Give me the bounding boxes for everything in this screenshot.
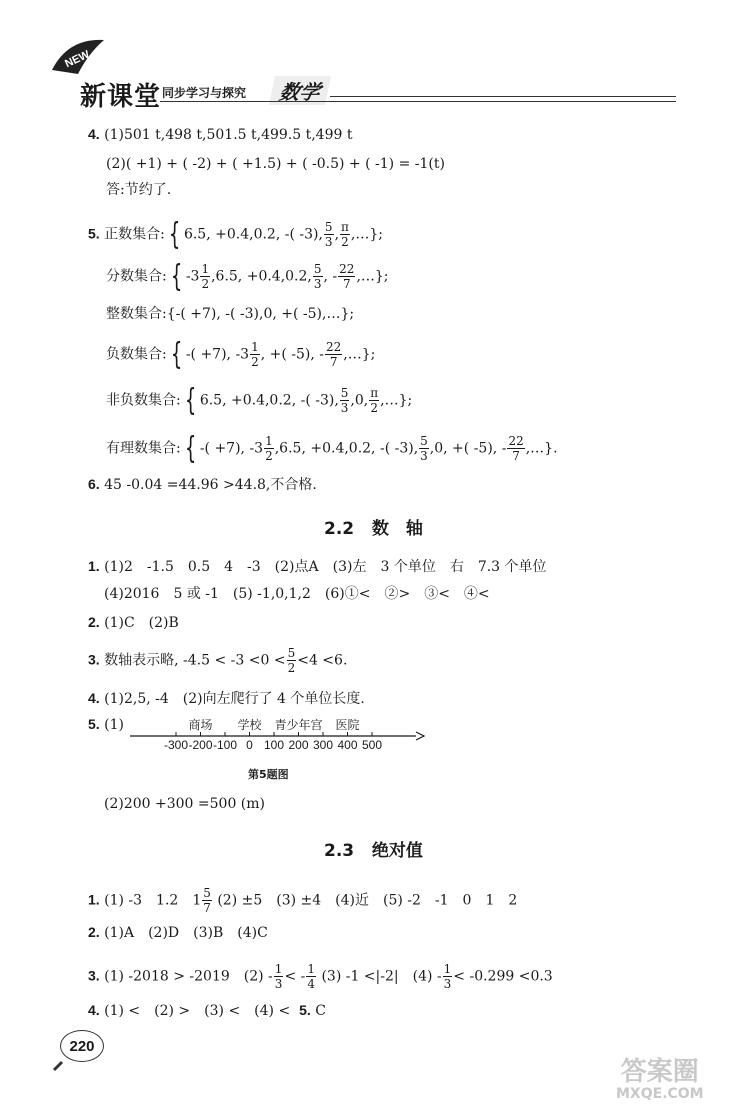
s3-q2: 2. (1)A (2)D (3)B (4)C	[88, 924, 268, 941]
header-rule-2	[330, 96, 676, 97]
set-nonnegative: 非负数集合: { 6.5, +0.4,0.2, -( -3), $\frac{5}{3}$ ,0, $\frac{\pi}{2}$ ,…};	[106, 382, 413, 418]
set-fraction: 分数集合: { -3 $\frac{1}{2}$ ,6.5, +0.4,0.2, $\frac{5}{3}$ , - $\frac{22}{7}$ ,…};	[106, 258, 389, 294]
s2-q5-part2: (2)200 +300 =500 (m)	[104, 796, 266, 812]
header	[0, 0, 750, 110]
number-line-figure	[120, 714, 430, 758]
axis-tick-label: -100	[213, 738, 238, 752]
q4-line3: 答:节约了.	[106, 182, 172, 198]
header-subtitle: 同步学习与探究	[162, 86, 247, 100]
section-2-3-heading: 2.3 绝对值	[324, 841, 423, 861]
s2-q3: 3. 数轴表示略, -4.5 < -3 <0 < $\frac{5}{2}$ <4 <6.	[88, 646, 348, 675]
s3-q4-q5: 4. (1) < (2) > (3) < (4) < 5. C	[88, 1002, 326, 1019]
s2-q4: 4. (1)2,5, -4 (2)向左爬行了 4 个单位长度.	[88, 690, 365, 707]
axis-tick-label: 0	[246, 738, 253, 752]
s3-q3: 3. (1) -2018 > -2019 (2) - $\frac{1}{3}$ < - $\frac{1}{4}$ (3) -1 <|-2| (4) - $\frac{1}{3}$ < -0.299 <0.3	[88, 962, 553, 991]
s2-q2: 2. (1)C (2)B	[88, 614, 179, 631]
axis-tick-label: 400	[337, 738, 358, 752]
set-rational: 有理数集合: { -( +7), -3 $\frac{1}{2}$ ,6.5, +0.4,0.2, -( -3), $\frac{5}{3}$ ,0, +( -5), - $\frac{22}{7}$ ,…}.	[106, 430, 558, 466]
s2-q1-line2: (4)2016 5 或 -1 (5) -1,0,1,2 (6)①< ②> ③< ④<	[104, 586, 490, 602]
header-rule	[160, 101, 676, 102]
axis-tick-label: 300	[312, 738, 334, 752]
subject-tag: 数学	[269, 76, 331, 105]
new-badge-icon	[48, 34, 108, 78]
watermark: 答案圈 MXQE.COM	[616, 1057, 704, 1102]
s3-q1: 1. (1) -3 1.2 1 $\frac{5}{7}$ (2) ±5 (3) ±4 (4)近 (5) -2 -1 0 1 2	[88, 886, 518, 915]
axis-tick-label: -200	[188, 738, 213, 752]
axis-place-label: 医院	[335, 718, 360, 732]
axis-tick-label: 200	[288, 738, 309, 752]
axis-place-label: 学校	[237, 718, 262, 732]
q4-line1: 4. (1)501 t,498 t,501.5 t,499.5 t,499 t	[88, 126, 353, 143]
figure-caption: 第5题图	[248, 768, 289, 781]
s2-q5-label: 5. (1)	[88, 716, 124, 733]
section-2-2-heading: 2.2 数 轴	[324, 519, 423, 539]
axis-tick-label: 500	[361, 738, 383, 752]
page-number: 220	[69, 1037, 95, 1055]
q6: 6. 45 -0.04 =44.96 >44.8,不合格.	[88, 476, 317, 493]
axis-place-label: 商场	[188, 718, 213, 732]
brand-title: 新课堂	[80, 82, 162, 112]
axis-tick-label: 100	[263, 738, 285, 752]
badge-text: NEW	[63, 48, 92, 71]
set-negative: 负数集合: { -( +7), -3 $\frac{1}{2}$ , +( -5), - $\frac{22}{7}$ ,…};	[106, 336, 376, 372]
set-integer: 整数集合:{-( +7), -( -3),0, +( -5),…};	[106, 306, 355, 322]
q4-line2: (2)( +1) + ( -2) + ( +1.5) + ( -0.5) + ( -1) = -1(t)	[106, 156, 445, 172]
set-positive: 5. 正数集合: { 6.5, +0.4,0.2, -( -3), $\frac{5}{3}$ , $\frac{\pi}{2}$ ,…};	[88, 216, 383, 252]
magnifier-icon	[52, 1056, 68, 1072]
axis-place-label: 青少年宫	[274, 718, 323, 732]
s2-q1-line1: 1. (1)2 -1.5 0.5 4 -3 (2)点A (3)左 3 个单位 右 7.3 个单位	[88, 558, 547, 575]
axis-tick-label: -300	[164, 738, 189, 752]
